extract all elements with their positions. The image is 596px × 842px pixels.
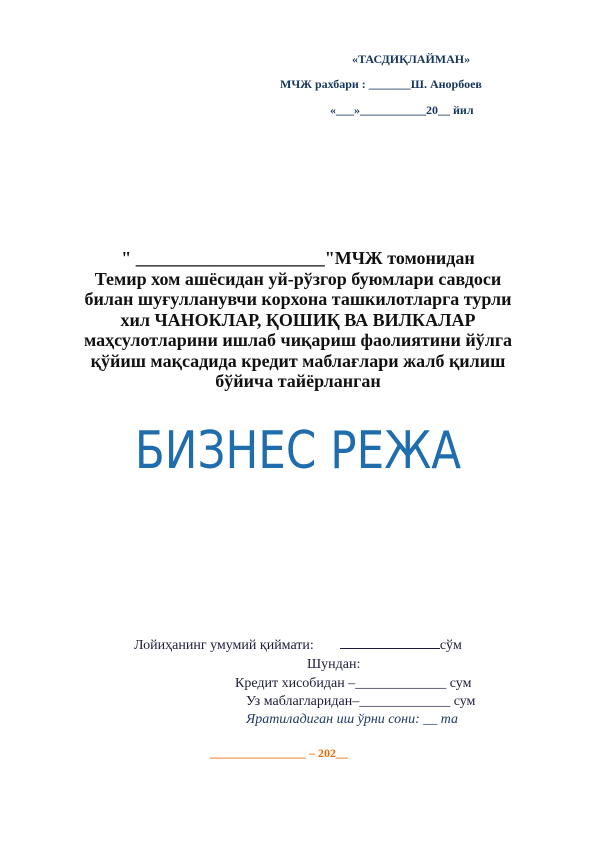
place-year-line: ________________ – 202__	[210, 746, 348, 760]
of-which-label: Шундан:	[307, 657, 361, 672]
approval-heading: «ТАСДИҚЛАЙМАН»	[352, 52, 471, 66]
intro-line: қўйиш мақсадида кредит маблағлари жалб қилиш	[90, 350, 506, 371]
project-total-cost	[134, 637, 462, 654]
approval-date-line: «___»___________20__ йил	[330, 103, 474, 117]
intro-line: маҳсулотларини ишлаб чиқариш фаолиятини йўлга	[83, 330, 513, 350]
document-title: БИЗНЕС РЕЖА	[134, 421, 462, 481]
director-signature-line: МЧЖ рахбари : _______Ш. Анорбоев	[280, 77, 482, 91]
total-cost-blank	[340, 637, 440, 649]
intro-line: билан шуғулланувчи корхона ташкилотларга турли	[84, 289, 512, 309]
intro-line: бўйича тайёрланган	[215, 371, 381, 391]
total-cost-unit: сўм	[439, 638, 462, 653]
jobs-created-line: Яратиладиган иш ўрни сони: __ та	[246, 712, 459, 727]
own-funds-line: Уз маблагларидан–_____________ сум	[246, 694, 476, 709]
intro-line: " _____________________"МЧЖ томонидан	[121, 248, 475, 268]
intro-line: Темир хом ашёсидан уй-рўзгор буюмлари савдоси	[94, 268, 502, 289]
document-intro	[40, 248, 556, 392]
total-cost-label: Лойиҳанинг умумий қиймати:	[134, 638, 314, 653]
intro-line: хил ЧАНОКЛАР, ҚОШИҚ ВА ВИЛКАЛАР	[120, 309, 476, 330]
credit-amount-line: Кредит хисобидан –_____________ сум	[235, 676, 472, 691]
